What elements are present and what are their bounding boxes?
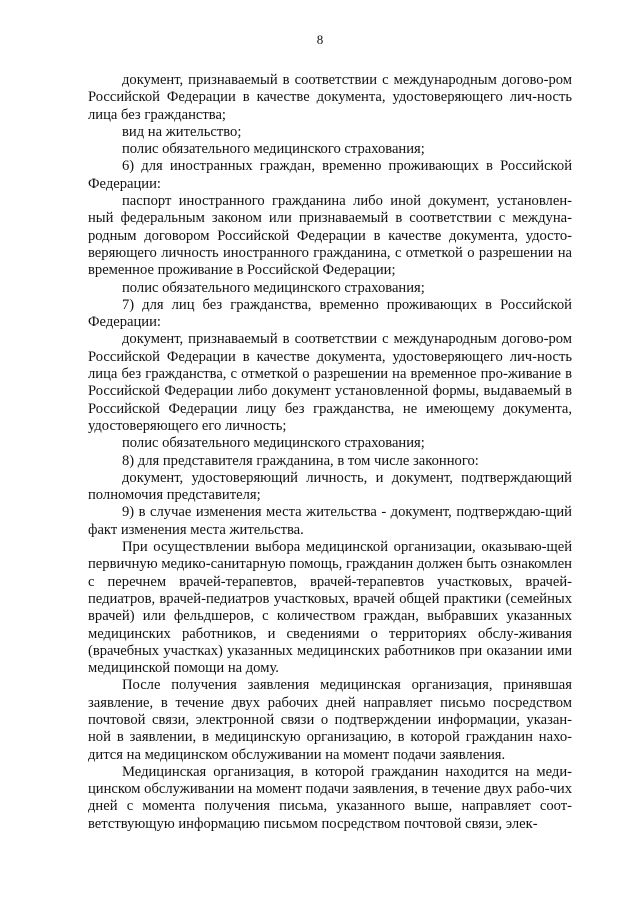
paragraph: 8) для представителя гражданина, в том числе законного: [122,452,479,469]
paragraph: 6) для иностранных граждан, временно проживающих в Российской Федерации: [88,158,572,192]
paragraph: полис обязательного медицинского страхования; [122,435,425,452]
body-text [88,72,572,833]
paragraph: 9) в случае изменения места жительства - документ, подтверждаю-щий факт изменения места жительства. [88,504,572,538]
paragraph: документ, удостоверяющий личность, и документ, подтверждающий полномочия представителя; [88,469,572,504]
paragraph: При осуществлении выбора медицинской организации, оказываю-щей первичную медико-санитарную помощь, гражданин должен быть ознакомлен с перечнем врачей-терапевтов, врачей-терапевтов участковых, врачей-педиатров, врачей-педиатров участковых, врачей общей практики (семейных врачей) или фельдшеров, с количеством граждан, выбравших указанных медицинских работников, и сведениями о территориях обслу-живания (врачебных участках) указанных медицинских работников при оказании ими медицинской помощи на дому. [88,539,572,677]
paragraph: полис обязательного медицинского страхования; [122,141,425,158]
paragraph: документ, признаваемый в соответствии с международным догово-ром Российской Федерации в качестве документа, удостоверяющего лич-ность лица без гражданства, с отметкой о разрешении на временное про-живание в Российской Федерации либо документ установленной формы, выдаваемый в Российской Федерации лицу без гражданства, не имеющему документа, удостоверяющего его личность; [88,331,572,434]
paragraph: документ, признаваемый в соответствии с международным догово-ром Российской Федерации в качестве документа, удостоверяющего лич-ность лица без гражданства; [88,72,572,123]
page-number: 8 [316,32,324,47]
paragraph: Медицинская организация, в которой гражданин находится на меди-цинском обслуживании на момент подачи заявления, в течение двух рабо-чих дней с момента получения письма, указанного выше, направляет соот-ветствующую информацию письмом посредством почтовой связи, элек- [88,763,572,832]
paragraph: полис обязательного медицинского страхования; [122,279,425,296]
paragraph: паспорт иностранного гражданина либо иной документ, установлен-ный федеральным законом или признаваемый в соответствии с междуна-родным договором Российской Федерации в качестве документа, удосто-веряющего личность иностранного гражданина, с отметкой о разрешении на временное проживание в Российской Федерации; [88,193,572,279]
paragraph: После получения заявления медицинская организация, принявшая заявление, в течение двух рабочих дней направляет письмо посредством почтовой связи, электронной связи о подтверждении информации, указан-ной в заявлении, в медицинскую организацию, в которой гражданин нахо-дится на медицинском обслуживании на момент подачи заявления. [88,677,572,763]
paragraph: 7) для лиц без гражданства, временно проживающих в Российской Федерации: [88,296,572,331]
paragraph: вид на жительство; [122,123,242,140]
